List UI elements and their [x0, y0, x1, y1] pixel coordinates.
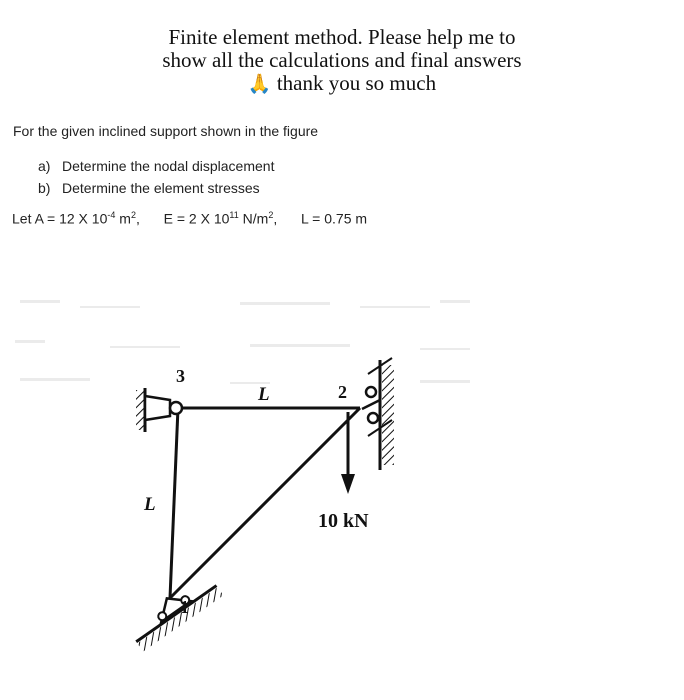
node-3-label: 3 — [176, 366, 185, 386]
left-length-label: L — [144, 494, 156, 515]
header-line-1: Finite element method. Please help me to — [168, 25, 516, 49]
part-a — [38, 155, 274, 177]
question-header — [0, 26, 684, 96]
area-separator: , — [135, 210, 140, 227]
node-2-label: 2 — [338, 382, 347, 402]
member-1-3 — [170, 408, 178, 598]
part-a-letter: a) — [38, 158, 51, 174]
top-length-label: L — [258, 384, 270, 405]
truss-figure — [0, 280, 684, 700]
truss-diagram — [0, 280, 684, 700]
header-line-3 — [0, 72, 684, 96]
praying-hands-icon: 🙏 — [247, 74, 272, 95]
modulus-prefix: E = 2 X 10 — [163, 210, 230, 227]
problem-parts — [38, 155, 274, 199]
area-prefix: Let A = 12 X 10 — [12, 210, 108, 227]
truss-members — [170, 408, 360, 598]
part-b — [38, 177, 274, 199]
problem-intro: For the given inclined support shown in the figure — [13, 123, 319, 139]
part-b-letter: b) — [38, 180, 51, 196]
part-a-text: Determine the nodal displacement — [62, 158, 275, 174]
part-b-text: Determine the element stresses — [62, 180, 260, 196]
member-1-2 — [170, 408, 360, 598]
header-line-2: show all the calculations and final answers — [162, 48, 522, 72]
node-1-inclined-support — [126, 571, 223, 652]
area-unit-exponent: 2 — [130, 210, 136, 220]
length-value: L = 0.75 m — [301, 210, 368, 227]
given-values — [12, 210, 367, 227]
header-thanks-text: thank you so much — [276, 71, 437, 95]
area-unit: m — [115, 210, 131, 227]
modulus-exponent: 11 — [229, 210, 239, 220]
paper-texture — [15, 300, 470, 384]
load-label: 10 kN — [318, 510, 369, 532]
node-1-label: 1 — [180, 597, 189, 617]
node-2-roller-support — [362, 358, 394, 470]
node-3-pin-support — [136, 388, 182, 432]
area-exponent: -4 — [107, 210, 116, 220]
modulus-unit: N/m — [238, 210, 269, 227]
modulus-unit-exponent: 2 — [268, 210, 274, 220]
modulus-separator: , — [273, 210, 278, 227]
